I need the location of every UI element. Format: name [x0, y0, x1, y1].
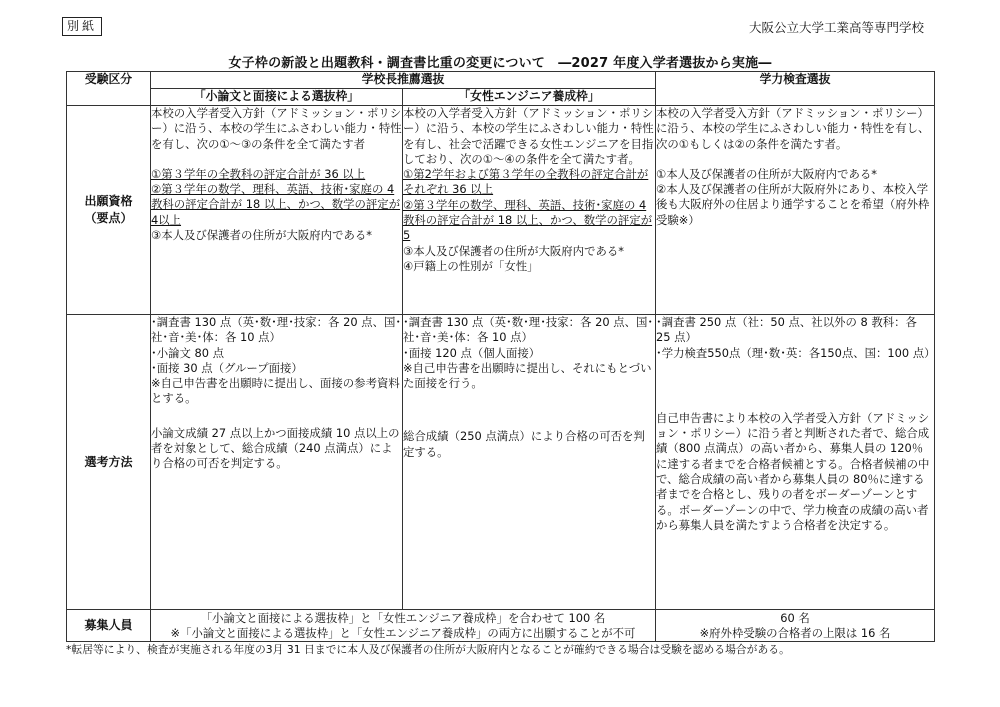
method-essay-item-2: ･小論文 80 点: [151, 345, 224, 360]
eligibility-engineer-condition-2: ②第３学年の数学、理科、英語、技術･家庭の 4 教科の評定合計が 18 以上、かつ、数学の評定が5: [403, 197, 653, 243]
eligibility-essay-condition-3: ③本人及び保護者の住所が大阪府内である*: [151, 228, 372, 243]
capacity-academic-note: ※府外枠受験の合格者の上限は 16 名: [699, 625, 891, 640]
method-academic-item-1: ･調査書 250 点（社：50 点、社以外の 8 教科：各 25 点）: [656, 315, 917, 345]
method-essay-item-3: ･面接 30 点（グループ面接）: [151, 360, 303, 375]
document-title: 女子枠の新設と出題教科・調査書比重の変更について ―2027 年度入学者選抜から実施―: [228, 56, 772, 71]
header-exam-category: 受験区分: [67, 72, 151, 106]
eligibility-essay-condition-1: ①第３学年の全教科の評定合計が 36 以上: [151, 166, 366, 181]
method-academic-cell: [656, 315, 935, 610]
capacity-recommendation-cell: [151, 610, 656, 642]
footnote: *転居等により、検査が実施される年度の3月 31 日までに本人及び保護者の住所が大阪府内となることが確約できる場合は受験を認める場合がある。: [66, 643, 790, 656]
eligibility-academic-condition-2: ②本人及び保護者の住所が大阪府外にあり、本校入学後も大阪府外の住居より通学することを希望（府外枠受験※）: [656, 182, 930, 227]
header-female-engineer: 「女性エンジニア養成枠」: [403, 89, 656, 106]
eligibility-engineer-cell: [403, 106, 656, 315]
row-label-capacity: 募集人員: [67, 610, 151, 642]
method-engineer-item-2: ･面接 120 点（個人面接）: [403, 345, 541, 360]
attachment-label: 別紙: [62, 17, 102, 36]
admission-table: [66, 71, 935, 642]
eligibility-academic-intro: 本校の入学者受入方針（アドミッション・ポリシー）に沿う、本校の学生にふさわしい能力・特性を有し、次の①もしくは②の条件を満たす者。: [656, 106, 930, 151]
row-label-eligibility: [67, 106, 151, 315]
method-academic-judgement: 自己申告書により本校の入学者受入方針（アドミッション・ポリシー）に沿う者と判断された者で、総合成績（800 点満点）の高い者から、募集人員の 120％に達する者までを合格者候補とする。合格者候補の中で、総合成績の高い者から募集人員の 80％に達する者までを合格とし、残りの者をボーダーゾーンとする。ボーダーゾーンの中で、学力検査の成績の高い者から募集人員を満たすよう合格者を決定する。: [656, 410, 930, 532]
header-principal-recommendation: 学校長推薦選抜: [151, 72, 656, 89]
header-academic-exam: 学力検査選抜: [656, 72, 935, 106]
capacity-academic-total: 60 名: [780, 610, 810, 625]
method-engineer-item-1: ･調査書 130 点（英･数･理･技家：各 20 点、国･社･音･美･体：各 10 点）: [403, 315, 654, 345]
header-essay-interview: 「小論文と面接による選抜枠」: [151, 89, 403, 106]
method-engineer-cell: [403, 315, 656, 610]
eligibility-engineer-condition-3: ③本人及び保護者の住所が大阪府内である*: [403, 243, 624, 258]
method-engineer-judgement: 総合成績（250 点満点）により合格の可否を判定する。: [403, 429, 645, 459]
method-essay-cell: [151, 315, 403, 610]
method-essay-item-4: ※自己申告書を出願時に提出し、面接の参考資料とする。: [151, 376, 400, 406]
method-academic-item-2: ･学力検査550点（理･数･英：各150点、国：100 点）: [656, 345, 936, 360]
row-label-method: 選考方法: [67, 315, 151, 610]
eligibility-essay-intro: 本校の入学者受入方針（アドミッション・ポリシー）に沿う、本校の学生にふさわしい能力・特性を有し、次の①～③の条件を全て満たす者: [151, 106, 402, 151]
row-label-eligibility-main: 出願資格: [84, 194, 133, 208]
method-essay-judgement: 小論文成績 27 点以上かつ面接成績 10 点以上の者を対象として、総合成績（240 点満点）により合格の可否を判定する。: [151, 425, 400, 471]
eligibility-essay-cell: [151, 106, 403, 315]
method-engineer-item-3: ※自己申告書を出願時に提出し、それにもとづいた面接を行う。: [403, 360, 652, 391]
eligibility-essay-condition-2: ②第３学年の数学、理科、英語、技術･家庭の 4 教科の評定合計が 18 以上、かつ、数学の評定が4以上: [151, 182, 401, 227]
eligibility-engineer-condition-4: ④戸籍上の性別が「女性」: [403, 258, 539, 273]
capacity-recommendation-note: ※「小論文と面接による選抜枠」と「女性エンジニア養成枠」の両方に出願することが不可: [170, 625, 636, 640]
eligibility-engineer-condition-1: ①第2学年および第３学年の全教科の評定合計がそれぞれ 36 以上: [403, 167, 649, 197]
method-essay-item-1: ･調査書 130 点（英･数･理･技家：各 20 点、国･社･音･美･体：各 10 点）: [151, 315, 402, 345]
row-label-eligibility-sub: （要点）: [84, 211, 133, 225]
capacity-recommendation-total: 「小論文と面接による選抜枠」と「女性エンジニア養成枠」を合わせて 100 名: [200, 610, 606, 625]
eligibility-academic-cell: [656, 106, 935, 315]
capacity-academic-cell: [656, 610, 935, 642]
eligibility-academic-condition-1: ①本人及び保護者の住所が大阪府内である*: [656, 166, 877, 181]
school-name: 大阪公立大学工業高等専門学校: [748, 20, 924, 35]
eligibility-engineer-intro: 本校の入学者受入方針（アドミッション・ポリシー）に沿う、本校の学生にふさわしい能力・特性を有し、社会で活躍できる女性エンジニアを目指しており、次の①～④の条件を全て満たす者。: [403, 106, 654, 166]
